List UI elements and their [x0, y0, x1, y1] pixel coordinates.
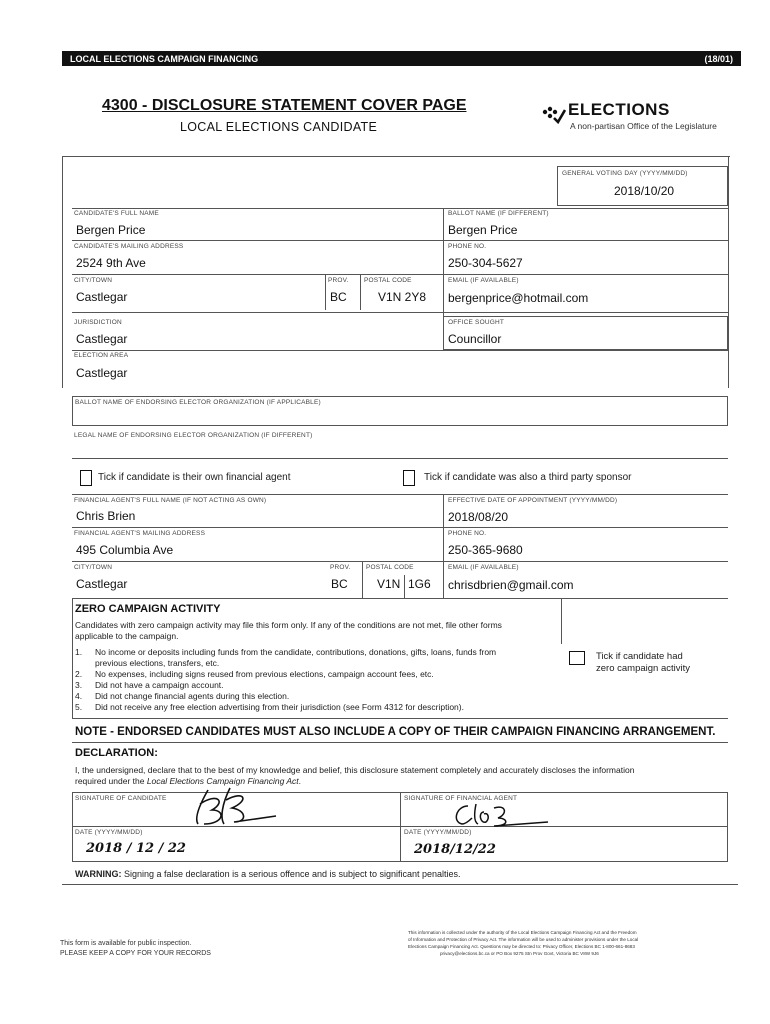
jurisdiction-label: JURISDICTION: [74, 319, 122, 326]
act-name: Local Elections Campaign Financing Act: [146, 776, 299, 786]
divider: [62, 884, 738, 885]
agent-name-field[interactable]: Chris Brien: [76, 509, 136, 523]
zero-activity-checkbox[interactable]: [569, 651, 585, 665]
divider: [400, 792, 401, 862]
divider: [561, 598, 562, 644]
date-agent-label: DATE (YYYY/MM/DD): [404, 829, 472, 836]
ballot-name-field[interactable]: Bergen Price: [448, 223, 518, 237]
list-item: 4. Did not change financial agents during this election.: [75, 691, 290, 701]
candidate-email-field[interactable]: bergenprice@hotmail.com: [448, 291, 589, 305]
declaration-heading: DECLARATION:: [75, 747, 158, 759]
list-item: 3. Did not have a campaign account.: [75, 680, 224, 690]
declaration-line-2: required under the Local Elections Campaign Financing Act.: [75, 776, 302, 786]
header-bar: [62, 51, 741, 66]
divider: [72, 458, 728, 459]
divider: [728, 156, 729, 388]
divider: [72, 561, 728, 562]
divider: [404, 575, 405, 598]
divider: [72, 527, 728, 528]
list-item: 1. No income or deposits including funds from the candidate, contributions, donations, gifts, loans, funds from: [75, 647, 497, 657]
agent-name-label: FINANCIAL AGENT'S FULL NAME (IF NOT ACTING AS OWN): [74, 497, 267, 504]
voting-day-box: [557, 166, 728, 206]
agent-postal-part-a[interactable]: V1N: [377, 577, 401, 591]
agent-phone-label: PHONE NO.: [448, 530, 487, 537]
header-bar-title: LOCAL ELECTIONS CAMPAIGN FINANCING: [70, 53, 259, 64]
divider: [443, 494, 444, 598]
header-bar-code: (18/01): [704, 53, 733, 64]
agent-email-field[interactable]: chrisdbrien@gmail.com: [448, 578, 574, 592]
office-sought-label: OFFICE SOUGHT: [448, 319, 505, 326]
sig-candidate-label: SIGNATURE OF CANDIDATE: [75, 795, 167, 802]
office-sought-box: [443, 316, 728, 350]
divider: [362, 561, 363, 598]
date-agent-field[interactable]: 2018/12/22: [414, 842, 496, 857]
divider: [72, 494, 728, 495]
candidate-name-label: CANDIDATE'S FULL NAME: [74, 210, 159, 217]
agent-phone-field[interactable]: 250-365-9680: [448, 543, 523, 557]
ballot-org-box: [72, 396, 728, 426]
elections-logo: [542, 100, 742, 140]
candidate-city-label: CITY/TOWN: [74, 277, 113, 284]
candidate-prov-label: PROV.: [328, 277, 349, 284]
divider: [72, 208, 728, 209]
election-area-field[interactable]: Castlegar: [76, 366, 128, 380]
form-subtitle: LOCAL ELECTIONS CANDIDATE: [180, 120, 378, 134]
voting-day-label: GENERAL VOTING DAY (YYYY/MM/DD): [562, 170, 688, 177]
footer-privacy-2: of Information and Protection of Privacy Act. The information will be used to administer provisions under the Local: [408, 937, 639, 942]
divider: [72, 742, 728, 743]
divider: [72, 598, 73, 718]
divider: [72, 312, 728, 313]
agent-email-label: EMAIL (IF AVAILABLE): [448, 564, 519, 571]
elections-logo-text: ELECTIONS: [568, 100, 670, 119]
candidate-name-field[interactable]: Bergen Price: [76, 223, 146, 237]
elections-logo-tagline: A non-partisan Office of the Legislature: [570, 121, 717, 131]
zero-activity-tick-label-2: zero campaign activity: [596, 663, 690, 674]
ballot-name-label: BALLOT NAME (IF DIFFERENT): [448, 210, 549, 217]
agent-postal-label: POSTAL CODE: [366, 564, 414, 571]
list-item: 2. No expenses, including signs reused from previous elections, campaign account fees, etc.: [75, 669, 434, 679]
legal-org-label: LEGAL NAME OF ENDORSING ELECTOR ORGANIZATION (IF DIFFERENT): [74, 432, 313, 439]
zero-activity-tick-label-1: Tick if candidate had: [596, 651, 683, 662]
divider: [62, 156, 63, 388]
agent-city-label: CITY/TOWN: [74, 564, 113, 571]
agent-address-label: FINANCIAL AGENT'S MAILING ADDRESS: [74, 530, 206, 537]
divider: [72, 718, 728, 719]
candidate-postal-label: POSTAL CODE: [364, 277, 412, 284]
date-candidate-field[interactable]: 2018 / 12 / 22: [86, 841, 186, 856]
sig-agent-label: SIGNATURE OF FINANCIAL AGENT: [404, 795, 518, 802]
divider: [360, 274, 361, 310]
divider: [72, 598, 728, 599]
zero-activity-intro-1: Candidates with zero campaign activity may file this form only. If any of the conditions are not met, file other forms: [75, 620, 502, 630]
date-candidate-label: DATE (YYYY/MM/DD): [75, 829, 143, 836]
footer-privacy-1: This information is collected under the authority of the Local Elections Campaign Financing Act and the Freedom: [408, 930, 637, 935]
zero-activity-intro-2: applicable to the campaign.: [75, 631, 179, 641]
agent-postal-part-b[interactable]: 1G6: [408, 577, 431, 591]
declaration-line-1: I, the undersigned, declare that to the best of my knowledge and belief, this disclosure statement completely and accurately discloses the information: [75, 765, 635, 775]
form-title: 4300 - DISCLOSURE STATEMENT COVER PAGE: [102, 97, 467, 114]
list-item: 5. Did not receive any free election advertising from their jurisdiction (see Form 4312 for description).: [75, 702, 464, 712]
own-agent-checkbox[interactable]: [80, 470, 92, 486]
candidate-phone-label: PHONE NO.: [448, 243, 487, 250]
candidate-prov-field[interactable]: BC: [330, 290, 347, 304]
warning-text: WARNING: Signing a false declaration is a serious offence and is subject to significant penalties.: [75, 869, 461, 879]
divider: [443, 208, 444, 318]
divider: [72, 274, 728, 275]
own-agent-label: Tick if candidate is their own financial agent: [98, 472, 291, 483]
agent-city-field[interactable]: Castlegar: [76, 577, 128, 591]
candidate-postal-field[interactable]: V1N 2Y8: [378, 290, 427, 304]
agent-prov-label: PROV.: [330, 564, 351, 571]
ballot-org-label: BALLOT NAME OF ENDORSING ELECTOR ORGANIZATION (IF APPLICABLE): [75, 399, 321, 406]
candidate-signature[interactable]: [190, 782, 280, 828]
candidate-address-label: CANDIDATE'S MAILING ADDRESS: [74, 243, 184, 250]
divider: [72, 350, 728, 351]
footer-privacy-3: Elections Campaign Financing Act. Questions may be directed to: Privacy Officer, Elections BC 1-800-661-8683: [408, 944, 635, 949]
election-area-label: ELECTION AREA: [74, 352, 129, 359]
agent-appt-field[interactable]: 2018/08/20: [448, 510, 509, 524]
divider: [325, 274, 326, 310]
voting-day-value[interactable]: 2018/10/20: [614, 184, 675, 198]
candidate-email-label: EMAIL (IF AVAILABLE): [448, 277, 519, 284]
divider: [62, 156, 730, 157]
third-party-checkbox[interactable]: [403, 470, 415, 486]
third-party-label: Tick if candidate was also a third party sponsor: [424, 472, 632, 483]
divider: [72, 240, 728, 241]
candidate-city-field[interactable]: Castlegar: [76, 290, 128, 304]
candidate-phone-field[interactable]: 250-304-5627: [448, 256, 523, 270]
endorsed-note: NOTE - ENDORSED CANDIDATES MUST ALSO INCLUDE A COPY OF THEIR CAMPAIGN FINANCING ARRANGEMENT.: [75, 726, 716, 738]
footer-public-note: This form is available for public inspection.: [60, 940, 192, 947]
office-sought-field[interactable]: Councillor: [448, 332, 502, 346]
divider: [72, 826, 728, 827]
footer-keep-copy: PLEASE KEEP A COPY FOR YOUR RECORDS: [60, 950, 211, 957]
footer-privacy-4: privacy@elections.bc.ca or PO Box 9275 Stn Prov Govt, Victoria BC V8W 9J6: [440, 951, 599, 956]
agent-prov-field[interactable]: BC: [331, 577, 348, 591]
elections-logo-mark-icon: [542, 106, 566, 127]
agent-signature[interactable]: [450, 800, 550, 830]
zero-activity-heading: ZERO CAMPAIGN ACTIVITY: [75, 603, 221, 615]
agent-appt-label: EFFECTIVE DATE OF APPOINTMENT (YYYY/MM/DD): [448, 497, 618, 504]
agent-address-field[interactable]: 495 Columbia Ave: [76, 543, 174, 557]
candidate-address-field[interactable]: 2524 9th Ave: [76, 256, 146, 270]
jurisdiction-field[interactable]: Castlegar: [76, 332, 128, 346]
